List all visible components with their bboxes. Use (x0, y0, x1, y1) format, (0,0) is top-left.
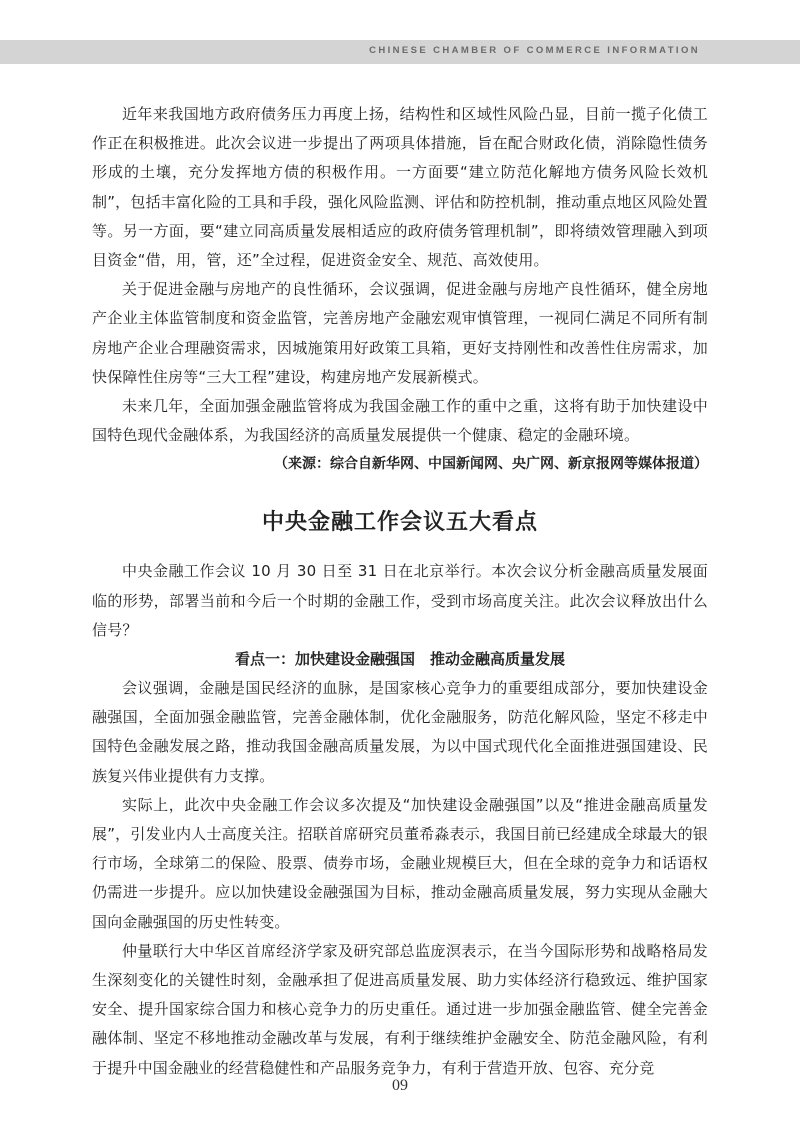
section-title: 中央金融工作会议五大看点 (261, 510, 538, 536)
section-intro: 中央金融工作会议 10 月 30 日至 31 日在北京举行。本次会议分析金融高质量发展面临的形势，部署当前和今后一个时期的金融工作，受到市场高度关注。此次会议释放出什么信号？ (92, 562, 708, 639)
running-title: CHINESE CHAMBER OF COMMERCE INFORMATION (369, 45, 700, 56)
point-one-title: 看点一：加快建设金融强国 推动金融高质量发展 (234, 650, 565, 669)
paragraph-outlook: 未来几年，全面加强金融监管将成为我国金融工作的重中之重，这将有助于加快建设中国特色现代金融体系，为我国经济的高质量发展提供一个健康、稳定的金融环境。 (92, 397, 708, 445)
page-number: 09 (392, 1077, 408, 1094)
paragraph-meeting-emphasis: 会议强调，金融是国民经济的血脉，是国家核心竞争力的重要组成部分，要加快建设金融强国，全面加强金融监管，完善金融体制，优化金融服务，防范化解风险，坚定不移走中国特色金融发展之路，推动我国金融高质量发展，为以中国式现代化全面推进强国建设、民族复兴伟业提供有力支撑。 (92, 679, 708, 785)
paragraph-pang-ming: 仲量联行大中华区首席经济学家及研究部总监庞溟表示，在当今国际形势和战略格局发生深刻变化的关键性时刻，金融承担了促进高质量发展、助力实体经济行稳致远、维护国家安全、提升国家综合国力和核心竞争力的历史重任。通过进一步加强金融监管、健全完善金融体制、坚定不移地推动金融改革与发展，有利于继续维护金融安全、防范金融风险，有利于提升中国金融业的经营稳健性和产品服务竞争力，有利于营造开放、包容、充分竞 (92, 941, 708, 1077)
paragraph-local-debt: 近年来我国地方政府债务压力再度上扬，结构性和区域性风险凸显，目前一揽子化债工作正在积极推进。此次会议进一步提出了两项具体措施，旨在配合财政化债，消除隐性债务形成的土壤，充分发挥地方债的积极作用。一方面要“建立防范化解地方债务风险长效机制”，包括丰富化险的工具和手段，强化风险监测、评估和防控机制，推动重点地区风险处置等。另一方面，要“建立同高质量发展相适应的政府债务管理机制”，即将绩效管理融入到项目资金“借，用，管，还”全过程，促进资金安全、规范、高效使用。 (92, 105, 708, 270)
paragraph-dong-ximiao: 实际上，此次中央金融工作会议多次提及“加快建设金融强国”以及“推进金融高质量发展”，引发业内人士高度关注。招联首席研究员董希淼表示，我国目前已经建成全球最大的银行市场，全球第二的保险、股票、债券市场，金融业规模巨大，但在全球的竞争力和话语权仍需进一步提升。应以加快建设金融强国为目标，推动金融高质量发展，努力实现从金融大国向金融强国的历史性转变。 (92, 795, 708, 931)
source-note: （来源：综合自新华网、中国新闻网、央广网、新京报网等媒体报道） (274, 456, 708, 473)
paragraph-real-estate: 关于促进金融与房地产的良性循环，会议强调，促进金融与房地产良性循环，健全房地产企业主体监管制度和资金监管，完善房地产金融宏观审慎管理，一视同仁满足不同所有制房地产企业合理融资需求，因城施策用好政策工具箱，更好支持刚性和改善性住房需求，加快保障性住房等“三大工程”建设，构建房地产发展新模式。 (92, 280, 708, 386)
article-body (92, 100, 708, 1083)
header-band (0, 40, 800, 64)
